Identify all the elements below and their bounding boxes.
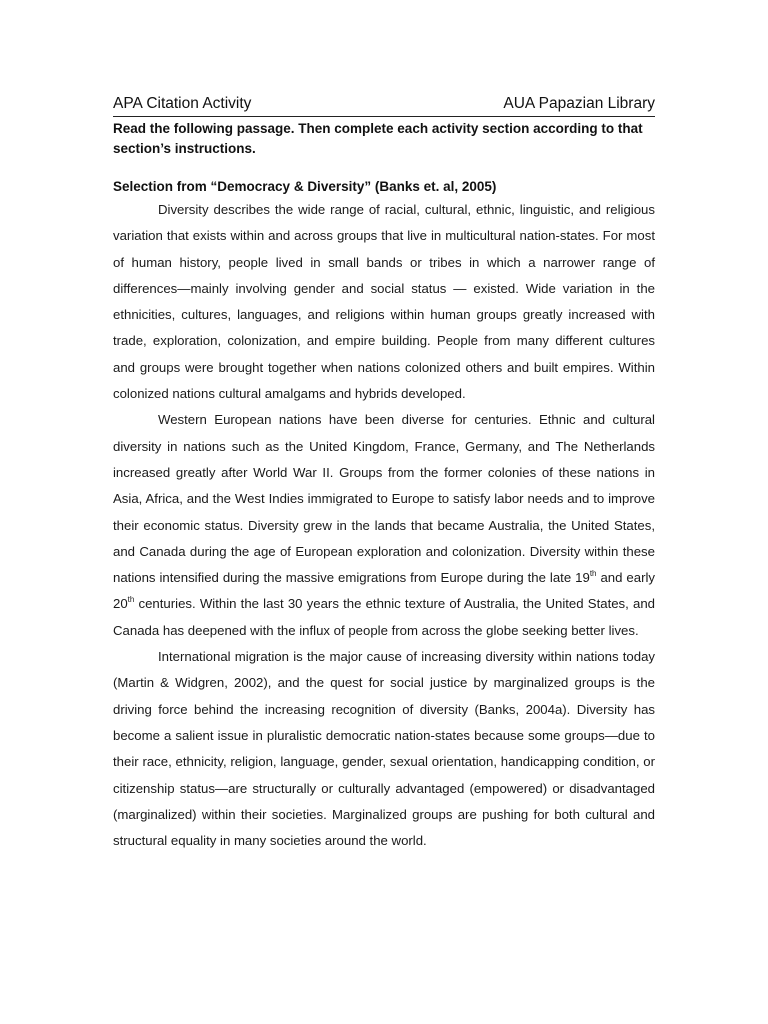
document-page xyxy=(113,94,655,854)
activity-title: APA Citation Activity xyxy=(113,95,252,112)
selection-heading: Selection from “Democracy & Diversity” (Banks et. al, 2005) xyxy=(113,179,497,194)
paragraph-2-text-a: Western European nations have been diverse for centuries. Ethnic and cultural diversity in nations such as the United Kingdom, France, Germany, and The Netherlands increased greatly after World War II. Groups from the former colonies of these nations in Asia, Africa, and the West Indies immigrated to Europe to satisfy labor needs and to improve their economic status. Diversity grew in the lands that became Australia, the United States, and Canada during the age of European exploration and colonization. Diversity within these nations intensified during the massive emigrations from Europe during the late 19 xyxy=(113,412,655,586)
superscript-th-2: th xyxy=(127,595,135,605)
paragraph-2 xyxy=(113,407,655,644)
paragraph-2-text-b: and early 20 xyxy=(113,570,655,612)
paragraph-2-text-c: centuries. Within the last 30 years the ethnic texture of Australia, the United States, and Canada has deepened with the influx of people from across the globe seeking better lives. xyxy=(113,596,655,638)
instructions-text: Read the following passage. Then complete each activity section according to that section’s instructions. xyxy=(113,121,643,156)
paragraph-3: International migration is the major cause of increasing diversity within nations today (Martin & Widgren, 2002), and the quest for social justice by marginalized groups is the driving force behind the increasing recognition of diversity (Banks, 2004a). Diversity has become a salient issue in pluralistic democratic nation-states because some groups—due to their race, ethnicity, religion, language, gender, sexual orientation, handicapping condition, or citizenship status—are structurally or culturally advantaged (empowered) or disadvantaged (marginalized) within their societies. Marginalized groups are pushing for both cultural and structural equality in many societies around the world. xyxy=(113,649,655,849)
paragraph-1: Diversity describes the wide range of racial, cultural, ethnic, linguistic, and religious variation that exists within and across groups that live in multicultural nation-states. For most of human history, people lived in small bands or tribes in which a narrower range of differences—mainly involving gender and social status — existed. Wide variation in the ethnicities, cultures, languages, and religions within human groups greatly increased with trade, exploration, colonization, and empire building. People from many different cultures and groups were brought together when nations colonized others and built empires. Within colonized nations cultural amalgams and hybrids developed. xyxy=(113,202,655,402)
document-header xyxy=(113,94,655,117)
superscript-th-1: th xyxy=(589,569,597,579)
passage-body xyxy=(113,197,655,854)
library-name: AUA Papazian Library xyxy=(503,95,655,112)
